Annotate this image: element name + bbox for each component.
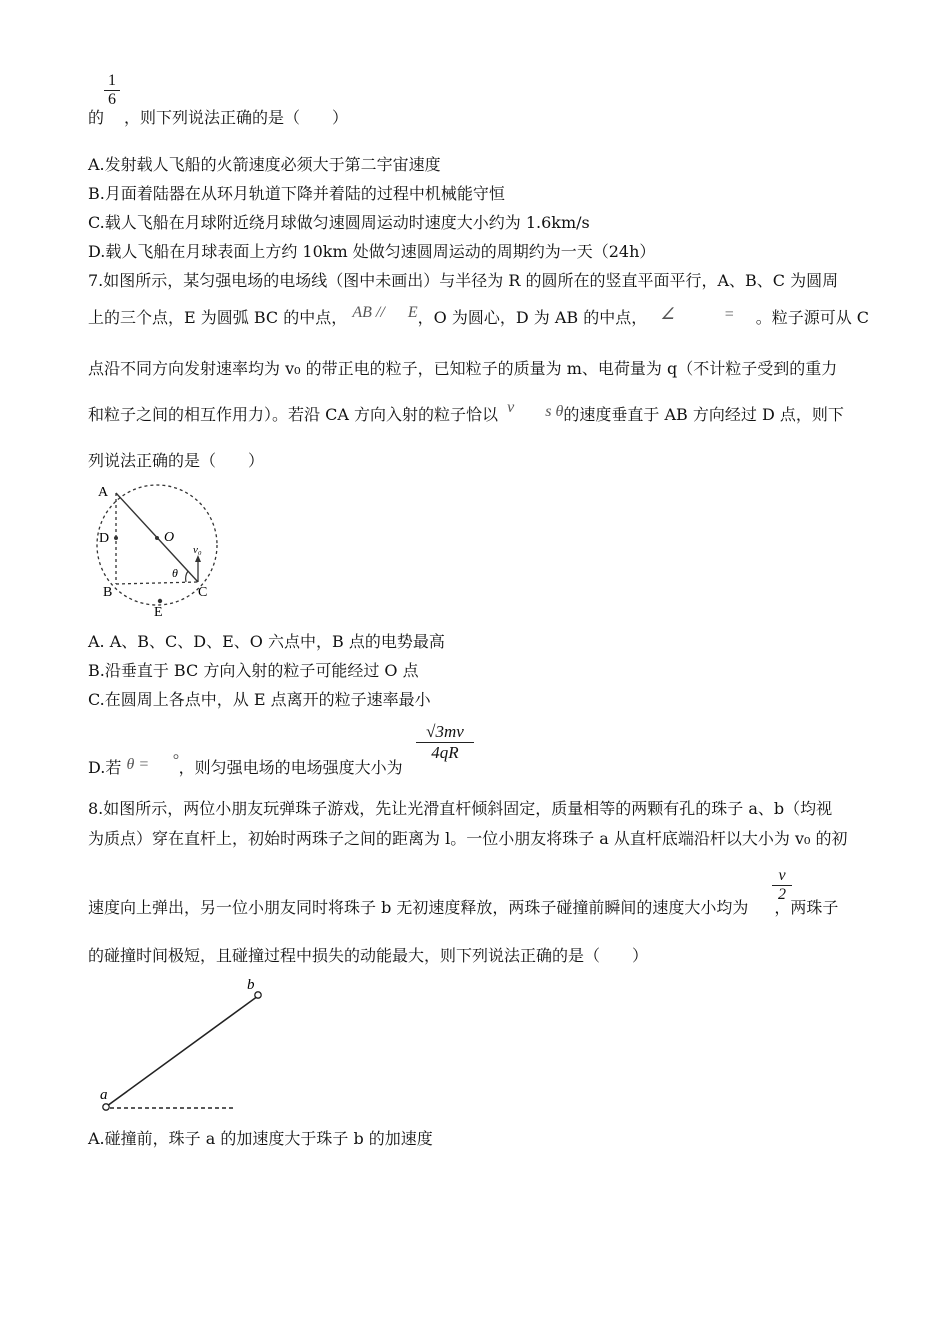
q6-stem-post: ，则下列说法正确的是（ ） (124, 108, 349, 127)
q7-option-a: A. A、B、C、D、E、O 六点中，B 点的电势最高 (88, 632, 445, 651)
label-d: D (99, 531, 110, 546)
q8-fraction (772, 867, 792, 904)
label-v0: v₀ (193, 544, 202, 556)
q6-stem (88, 108, 348, 128)
line-bc (116, 582, 198, 584)
bead-b (255, 992, 261, 998)
q7-line3: 点沿不同方向发射速率均为 v₀ 的带正电的粒子，已知粒子的质量为 m、电荷量为 q（不计粒子受到的重力 (88, 359, 838, 378)
q7-line4-b: 的速度垂直于 AB 方向经过 D 点，则下 (563, 405, 844, 424)
point-o (155, 536, 159, 540)
q8-line4: 的碰撞时间极短，且碰撞过程中损失的动能最大，则下列说法正确的是（ ） (88, 946, 649, 965)
q7-line2-e: E (407, 304, 418, 321)
point-d (114, 536, 118, 540)
q7-option-c: C.在圆周上各点中，从 E 点离开的粒子速率最小 (88, 690, 431, 709)
q7-line4-v: v (507, 399, 515, 416)
q7-option-d (88, 752, 403, 779)
q6-option-d: D.载人飞船在月球表面上方约 10km 处做匀速圆周运动的周期约为一天（24h） (88, 242, 656, 261)
fraction-numerator: 1 (108, 72, 116, 89)
inclined-rod (107, 996, 258, 1106)
q7-option-d-degree: ° (172, 752, 179, 769)
label-a: a (100, 1087, 108, 1103)
q7-line2 (88, 304, 870, 329)
q7-option-d-mid: ，则匀强电场的电场强度大小为 (178, 758, 403, 777)
q6-option-c: C.载人飞船在月球附近绕月球做匀速圆周运动时速度大小约为 1.6km/s (88, 213, 590, 232)
velocity-arrowhead (195, 555, 201, 562)
fraction-numerator: √3mv (426, 722, 464, 741)
q8-line1: 8.如图所示，两位小朋友玩弹珠子游戏，先让光滑直杆倾斜固定，质量相等的两颗有孔的珠子 a、b（均视 (88, 799, 833, 818)
q7-line4 (88, 399, 844, 426)
q7-line2-angle: ∠ (660, 306, 675, 323)
label-b: B (103, 585, 113, 600)
label-o: O (164, 530, 175, 545)
q8-line3-b: ，两珠子 (774, 898, 839, 917)
q7-option-d-fraction (416, 722, 474, 763)
q7-line5: 列说法正确的是（ ） (88, 451, 265, 470)
label-c: C (198, 585, 208, 600)
q8-line2: 为质点）穿在直杆上，初始时两珠子之间的距离为 l。一位小朋友将珠子 a 从直杆底端沿杆以大小为 v₀ 的初 (88, 829, 848, 848)
q7-line4-s: s θ (545, 403, 564, 420)
label-e: E (154, 605, 163, 620)
q7-circle-figure (92, 480, 232, 620)
fraction-numerator: v (778, 867, 786, 884)
q7-option-d-theta: θ = (126, 756, 150, 773)
label-theta: θ (172, 566, 178, 580)
q8-rod-figure (95, 975, 275, 1115)
q8-option-a: A.碰撞前，珠子 a 的加速度大于珠子 b 的加速度 (88, 1129, 433, 1148)
point-e (158, 599, 162, 603)
q8-line3-a: 速度向上弹出，另一位小朋友同时将珠子 b 无初速度释放，两珠子碰撞前瞬间的速度大小均为 (88, 898, 749, 917)
q6-stem-pre: 的 (88, 108, 105, 127)
fraction-denominator: 2 (778, 886, 786, 903)
q7-line2-ab: AB // (352, 304, 385, 321)
q6-option-b: B.月面着陆器在从环月轨道下降并着陆的过程中机械能守恒 (88, 184, 505, 203)
q7-line2-a: 上的三个点，E 为圆弧 BC 的中点， (88, 308, 348, 327)
q7-option-d-pre: D.若 (88, 758, 122, 777)
q7-line1: 7.如图所示，某匀强电场的电场线（图中未画出）与半径为 R 的圆所在的竖直平面平行，A、B、C 为圆周 (88, 271, 839, 290)
q7-line4-a: 和粒子之间的相互作用力）。若沿 CA 方向入射的粒子恰以 (88, 405, 498, 424)
theta-arc (186, 571, 188, 582)
q7-option-b: B.沿垂直于 BC 方向入射的粒子可能经过 O 点 (88, 661, 419, 680)
bead-a (103, 1104, 109, 1110)
fraction-denominator: 6 (108, 91, 116, 108)
q6-fraction (104, 72, 120, 109)
q7-line2-c: 。粒子源可从 C (755, 308, 870, 327)
q6-option-a: A.发射载人飞船的火箭速度必须大于第二宇宙速度 (88, 155, 441, 174)
q8-line3 (88, 898, 838, 918)
label-a: A (98, 485, 109, 500)
label-b: b (247, 977, 255, 993)
fraction-denominator: 4qR (431, 743, 459, 762)
q7-line2-b: ，O 为圆心，D 为 AB 的中点， (417, 308, 648, 327)
q7-line2-eq: = (723, 306, 735, 323)
